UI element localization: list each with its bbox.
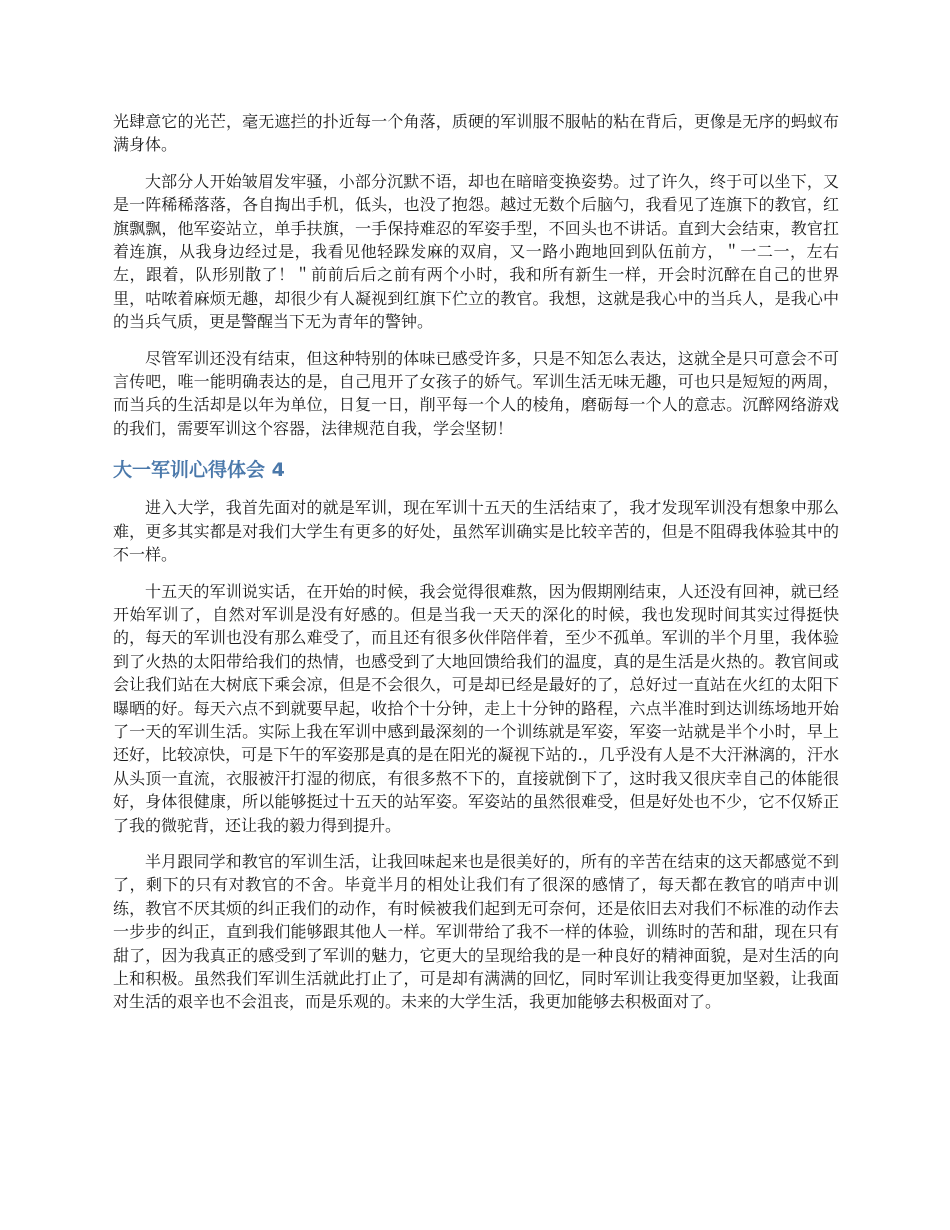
paragraph: 尽管军训还没有结束，但这种特别的体味已感受许多，只是不知怎么表达，这就全是只可意会不可言传吧，唯一能明确表达的是，自己甩开了女孩子的娇气。军训生活无味无趣，可也只是短短的两周，而当兵的生活却是以年为单位，日复一日，削平每一个人的棱角，磨砺每一个人的意志。沉醉网络游戏的我们，需要军训这个容器，法律规范自我，学会坚韧！ <box>113 348 839 438</box>
paragraph-continuation: 光肆意它的光芒，毫无遮拦的扑近每一个角落，质硬的军训服不服帖的粘在背后，更像是无序的蚂蚁布满身体。 <box>113 112 839 155</box>
section-heading: 大一军训心得体会 4 <box>113 459 285 482</box>
paragraph: 进入大学，我首先面对的就是军训，现在军训十五天的生活结束了，我才发现军训没有想象中那么难，更多其实都是对我们大学生有更多的好处，虽然军训确实是比较辛苦的，但是不阻碍我体验其中的不一样。 <box>113 498 839 565</box>
document-page <box>113 110 839 1027</box>
paragraph: 大部分人开始皱眉发牢骚，小部分沉默不语，却也在暗暗变换姿势。过了许久，终于可以坐下，又是一阵稀稀落落，各自掏出手机，低头，也没了抱怨。越过无数个后脑勺，我看见了连旗下的教官，红旗飘飘，他军姿站立，单手扶旗，一手保持难忍的军姿手型，不回头也不讲话。直到大会结束，教官扛着连旗，从我身边经过是，我看见他轻跺发麻的双肩，又一路小跑地回到队伍前方，＂一二一，左右左，跟着，队形别散了！＂前前后后之前有两个小时，我和所有新生一样，开会时沉醉在自己的世界里，咕哝着麻烦无趣，却很少有人凝视到红旗下伫立的教官。我想，这就是我心中的当兵人，是我心中的当兵气质，更是警醒当下无为青年的警钟。 <box>113 171 839 332</box>
paragraph: 半月跟同学和教官的军训生活，让我回味起来也是很美好的，所有的辛苦在结束的这天都感觉不到了，剩下的只有对教官的不舍。毕竟半月的相处让我们有了很深的感情了，每天都在教官的哨声中训练，教官不厌其烦的纠正我们的动作，有时候被我们起到无可奈何，还是依旧去对我们不标准的动作去一步步的纠正，直到我们能够跟其他人一样。军训带给了我不一样的体验，训练时的苦和甜，现在只有甜了，因为我真正的感受到了军训的魅力，它更大的呈现给我的是一种良好的精神面貌，是对生活的向上和积极。虽然我们军训生活就此打止了，可是却有满满的回忆，同时军训让我变得更加坚毅，让我面对生活的艰辛也不会沮丧，而是乐观的。未来的大学生活，我更加能够去积极面对了。 <box>113 851 839 1012</box>
paragraph: 十五天的军训说实话，在开始的时候，我会觉得很难熬，因为假期刚结束，人还没有回神，就已经开始军训了，自然对军训是没有好感的。但是当我一天天的深化的时候，我也发现时间其实过得挺快的，每天的军训也没有那么难受了，而且还有很多伙伴陪伴着，至少不孤单。军训的半个月里，我体验到了火热的太阳带给我们的热情，也感受到了大地回馈给我们的温度，真的是生活是火热的。教官间或会让我们站在大树底下乘会凉，但是不会很久，可是却已经是最好的了，总好过一直站在火红的太阳下曝晒的好。每天六点不到就要早起，收拾个十分钟，走上十分钟的路程，六点半准时到达训练场地开始了一天的军训生活。实际上我在军训中感到最深刻的一个训练就是军姿，军姿一站就是半个小时，早上还好，比较凉快，可是下午的军姿那是真的是在阳光的凝视下站的.，几乎没有人是不大汗淋漓的，汗水从头顶一直流，衣服被汗打湿的彻底，有很多熬不下的，直接就倒下了，这时我又很庆幸自己的体能很好，身体很健康，所以能够挺过十五天的站军姿。军姿站的虽然很难受，但是好处也不少，它不仅矫正了我的微驼背，还让我的毅力得到提升。 <box>113 581 839 835</box>
